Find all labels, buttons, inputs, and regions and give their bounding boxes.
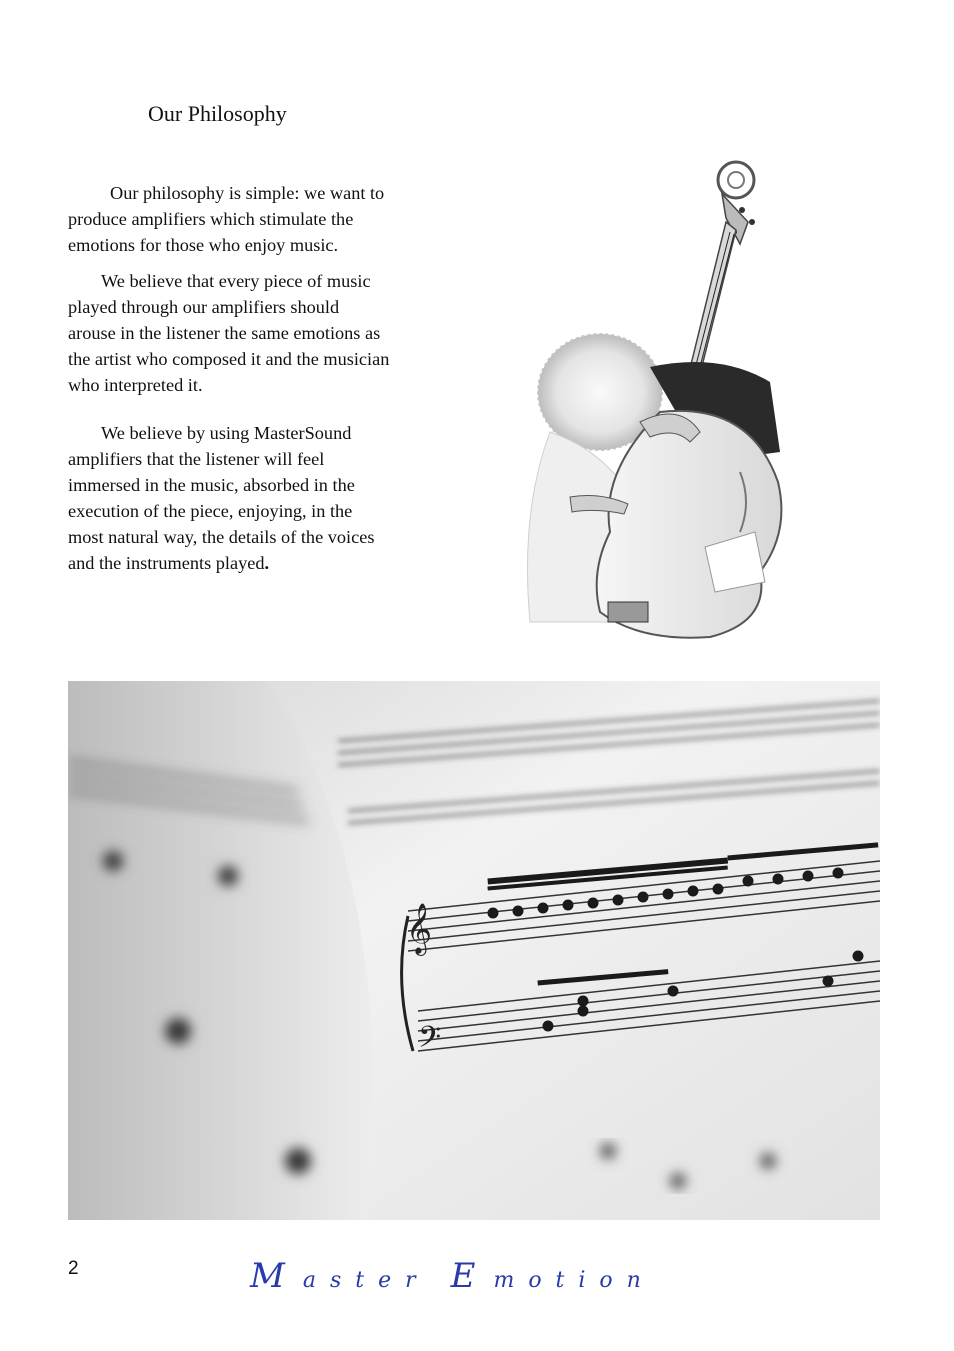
paragraph-3 [68, 420, 390, 576]
body-text [68, 180, 390, 576]
paragraph-3-period: . [264, 553, 270, 573]
brand-initial-m: M [250, 1256, 303, 1296]
brand-word-aster: aster [302, 1268, 430, 1293]
paragraph-1: Our philosophy is simple: we want to produce amplifiers which stimulate the emotions for those who enjoy music. [68, 183, 385, 255]
svg-text:𝄢: 𝄢 [418, 1021, 442, 1062]
paragraph-3-text: We believe by using MasterSound amplifiers that the listener will feel immersed in the music, absorbed in the execution of the piece, enjoying, in the most natural way, the details of the voices and the instruments played [68, 423, 375, 573]
brand-initial-e: E [450, 1256, 494, 1296]
paragraph-2: We believe that every piece of music played through our amplifiers should arouse in the listener the same emotions as the artist who composed it and the musician who interpreted it. [68, 271, 390, 395]
page-number: 2 [68, 1258, 79, 1279]
svg-text:𝄞: 𝄞 [406, 903, 433, 954]
footer-brand-logo [250, 1256, 700, 1296]
brand-word-motion: motion [493, 1268, 655, 1293]
sheet-music-photo [68, 681, 880, 1220]
double-bass-player-photo [490, 152, 792, 642]
page-title: Our Philosophy [148, 101, 287, 126]
